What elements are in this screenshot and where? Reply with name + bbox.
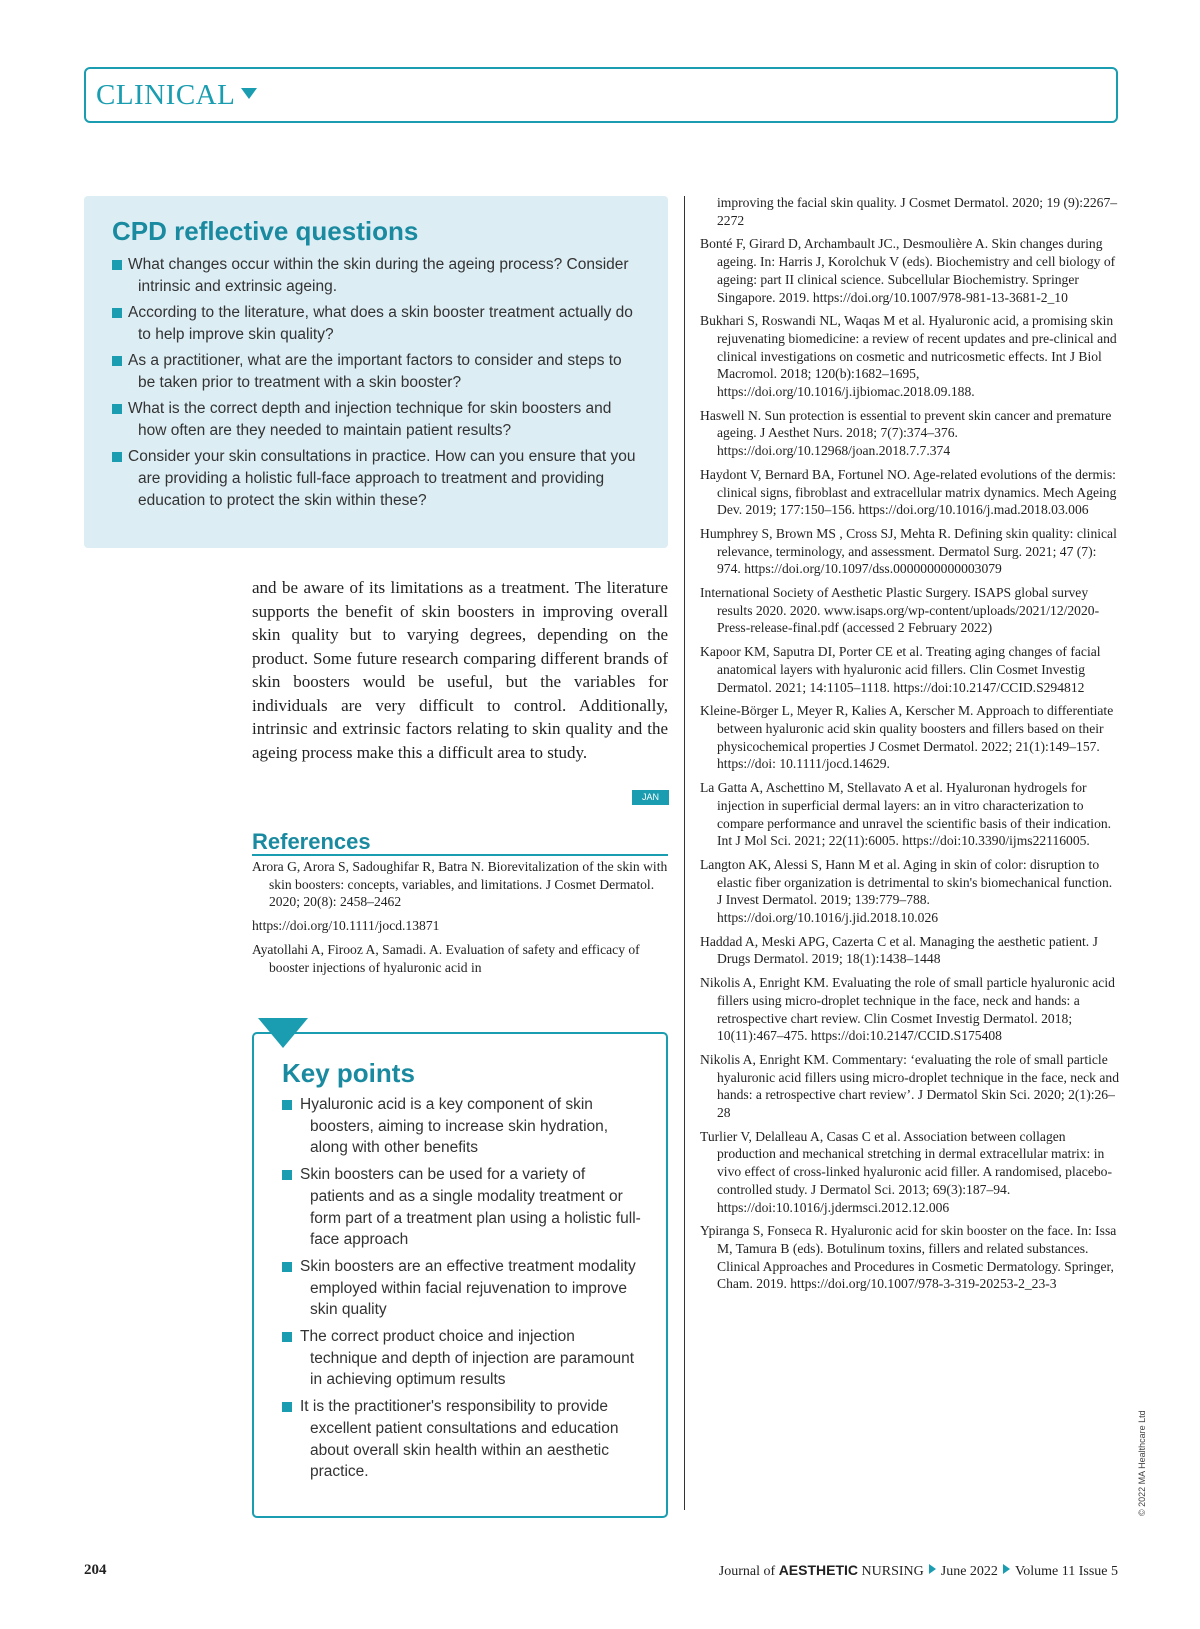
column-divider (684, 196, 685, 1510)
end-mark-text: JAN (641, 792, 659, 802)
square-bullet-icon (112, 260, 122, 270)
section-label (96, 79, 257, 112)
cpd-item: What is the correct depth and injection technique for skin boosters and how often are they needed to maintain patient results? (112, 398, 642, 442)
cpd-item: Consider your skin consultations in practice. How can you ensure that you are providing a holistic full-face approach to treatment and providing education to protect the skin within these? (112, 446, 642, 512)
reference-item: La Gatta A, Aschettino M, Stellavato A et al. Hyaluronan hydrogels for injection in superficial dermal layers: an in vitro characterization to compare performance and unravel the scientific basis of their indication. Int J Mol Sci. 2021; 22(11):6005. https://doi:10.3390/ijms22116005. (700, 780, 1112, 849)
journal-prefix: Journal of (718, 1564, 776, 1579)
key-point-item: The correct product choice and injection technique and depth of injection are paramount in achieving optimum results (282, 1326, 642, 1391)
end-mark-icon (632, 790, 669, 805)
square-bullet-icon (282, 1100, 292, 1110)
references-right (700, 194, 1120, 1299)
triangle-pointer-icon (258, 1018, 308, 1048)
key-points-box (252, 1032, 668, 1518)
reference-item: Ayatollahi A, Firooz A, Samadi. A. Evaluation of safety and efficacy of booster injections of hyaluronic acid in (252, 941, 640, 975)
reference-item: Bukhari S, Roswandi NL, Waqas M et al. Hyaluronic acid, a promising skin rejuvenating biomedicine: a review of recent updates and pre-clinical and clinical investigations on cosmetic and nutricosmetic effects. Int J Biol Macromol. 2018; 120(b):1682–1695, https://doi.org/10.1016/j.ijbiomac.2018.09.188. (700, 313, 1117, 400)
journal-name-bold: AESTHETIC (778, 1562, 859, 1578)
section-title: CLINICAL (96, 79, 236, 111)
cpd-item: According to the literature, what does a skin booster treatment actually do to help improve skin quality? (112, 302, 642, 346)
reference-item: Nikolis A, Enright KM. Commentary: ‘evaluating the role of small particle hyaluronic acid fillers using micro-droplet technique in the face, neck and hands: a retrospective chart review’. J Dermatol Skin Sci. 2020; 2(1):26–28 (700, 1051, 1119, 1121)
reference-item: https://doi.org/10.1111/jocd.13871 (252, 918, 440, 934)
reference-item: Arora G, Arora S, Sadoughifar R, Batra N. Biorevitalization of the skin with skin boosters: concepts, variables, and limitations. J Cosmet Dermatol. 2020; 20(8): 2458–2462 (252, 859, 668, 910)
reference-item: Kleine-Börger L, Meyer R, Kalies A, Kerscher M. Approach to differentiate between hyaluronic acid skin quality boosters and fillers based on their physicochemical properties J Cosmet Dermatol. 2022; 21(1):149–157. https://doi: 10.1111/jocd.14629. (700, 703, 1114, 772)
reference-item: Ypiranga S, Fonseca R. Hyaluronic acid for skin booster on the face. In: Issa M, Tamura B (eds). Botulinum toxins, fillers and related substances. Clinical Approaches and Procedures in Cosmetic Dermatology. Springer, Cham. 2019. https://doi.org/10.1007/978-3-319-20253-2_23-3 (700, 1223, 1117, 1292)
reference-continuation: improving the facial skin quality. J Cosmet Dermatol. 2020; 19 (9):2267–2272 (717, 195, 1118, 228)
key-point-item: Skin boosters are an effective treatment modality employed within facial rejuvenation to improve skin quality (282, 1256, 642, 1321)
square-bullet-icon (282, 1332, 292, 1342)
reference-item: Kapoor KM, Saputra DI, Porter CE et al. Treating aging changes of facial anatomical layers with hyaluronic acid fillers. Clin Cosmet Investig Dermatol. 2021; 14:1105–1118. https://doi:10.2147/CCID.S294812 (700, 644, 1101, 695)
square-bullet-icon (282, 1170, 292, 1180)
arrow-right-icon (929, 1564, 936, 1574)
caret-down-icon (241, 88, 257, 99)
reference-item: Haydont V, Bernard BA, Fortunel NO. Age-related evolutions of the dermis: clinical signs, fibroblast and extracellular matrix dynamics. Mech Ageing Dev. 2019; 177:150–156. https://doi.org/10.1016/j.mad.2018.03.006 (700, 466, 1117, 518)
reference-item: Turlier V, Delalleau A, Casas C et al. Association between collagen production and mechanical stretching in dermal extracellular matrix: in vivo effect of cross-linked hyaluronic acid filler. A randomised, placebo-controlled study. J Dermatol Sci. 2013; 69(3):187–94. https://doi:10.1016/j.jdermsci.2012.12.006 (700, 1128, 1112, 1215)
journal-suffix: NURSING (861, 1564, 924, 1579)
square-bullet-icon (112, 356, 122, 366)
reference-item: Nikolis A, Enright KM. Evaluating the role of small particle hyaluronic acid fillers using micro-droplet technique in the face, neck and hands: a retrospective chart review. Clin Cosmet Investig Dermatol. 2018; 10(11):467–475. https://doi:10.2147/CCID.S175408 (700, 975, 1115, 1044)
references-left (252, 858, 668, 982)
copyright-notice: © 2022 MA Healthcare Ltd (1137, 1410, 1147, 1516)
cpd-item: What changes occur within the skin during the ageing process? Consider intrinsic and extrinsic ageing. (112, 254, 642, 298)
journal-footer (719, 1562, 1118, 1580)
key-point-item: Hyaluronic acid is a key component of skin boosters, aiming to increase skin hydration, along with other benefits (282, 1094, 642, 1159)
square-bullet-icon (112, 452, 122, 462)
reference-item: Haswell N. Sun protection is essential to prevent skin cancer and premature ageing. J Aesthet Nurs. 2018; 7(7):374–376. https://doi.org/10.12968/joan.2018.7.7.374 (700, 407, 1112, 459)
reference-item: Langton AK, Alessi S, Hann M et al. Aging in skin of color: disruption to elastic fiber organization is detrimental to skin's biomechanical function. J Invest Dermatol. 2019; 139:779–788. https://doi.org/10.1016/j.jid.2018.10.026 (700, 856, 1113, 926)
square-bullet-icon (282, 1402, 292, 1412)
cpd-item: As a practitioner, what are the important factors to consider and steps to be taken prior to treatment with a skin booster? (112, 350, 642, 394)
cpd-list (112, 254, 642, 516)
reference-item: Haddad A, Meski APG, Cazerta C et al. Managing the aesthetic patient. J Drugs Dermatol. 2019; 18(1):1438–1448 (700, 933, 1098, 967)
references-heading: References (252, 830, 668, 856)
section-header (84, 67, 1118, 123)
key-points-title: Key points (282, 1058, 415, 1088)
page-number: 204 (84, 1562, 107, 1578)
volume-issue: Volume 11 Issue 5 (1014, 1564, 1118, 1579)
body-paragraph: and be aware of its limitations as a treatment. The literature supports the benefit of skin boosters in improving overall skin quality but to varying degrees, depending on the product. Some future research comparing different brands of skin boosters would be useful, but the variables for individuals are very difficult to control. Additionally, intrinsic and extrinsic factors relating to skin quality and the ageing process make this a difficult area to study. (252, 578, 668, 762)
square-bullet-icon (282, 1262, 292, 1272)
reference-item: Bonté F, Girard D, Archambault JC., Desmoulière A. Skin changes during ageing. In: Harris J, Korolchuk V (eds). Biochemistry and cell biology of ageing: part II clinical science. Subcellular Biochemistry. Springer Singapore. 2019. https://doi.org/10.1007/978-981-13-3681-2_10 (700, 236, 1116, 305)
key-point-item: It is the practitioner's responsibility to provide excellent patient consultations and education about overall skin health within an aesthetic practice. (282, 1396, 642, 1483)
cpd-title: CPD reflective questions (112, 216, 419, 246)
reference-item: International Society of Aesthetic Plastic Surgery. ISAPS global survey results 2020. 2020. www.isaps.org/wp-content/uploads/2021/12/2020-Press-release-final.pdf (accessed 2 February 2022) (700, 585, 1100, 636)
square-bullet-icon (112, 404, 122, 414)
key-point-item: Skin boosters can be used for a variety of patients and as a single modality treatment or form part of a treatment plan using a holistic full-face approach (282, 1164, 642, 1251)
arrow-right-icon (1003, 1564, 1010, 1574)
issue-date: June 2022 (940, 1564, 998, 1579)
cpd-box (84, 196, 668, 548)
key-points-list (282, 1094, 642, 1488)
square-bullet-icon (112, 308, 122, 318)
reference-item: Humphrey S, Brown MS , Cross SJ, Mehta R. Defining skin quality: clinical relevance, terminology, and assessment. Dermatol Surg. 2021; 47 (7): 974. https://doi.org/10.1097/dss.0000000000003079 (700, 525, 1117, 577)
